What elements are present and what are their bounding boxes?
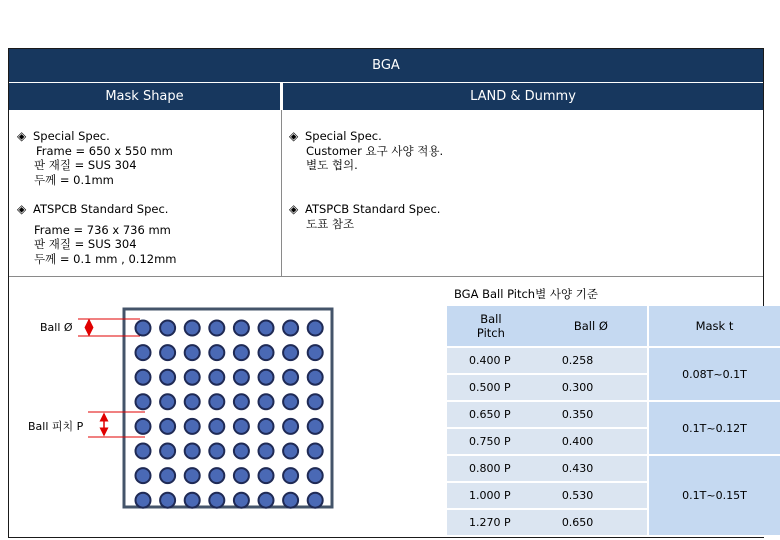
header-pitch-line1: Ball [480,312,502,326]
table-row [447,347,780,374]
right-standard-spec [289,202,440,231]
header-mask-thickness: Mask t [648,306,780,347]
ball-pitch-label: Ball 피치 P [28,420,84,433]
pitch-table-caption: BGA Ball Pitch별 사양 기준 [454,287,598,301]
diameter-cell: 0.650 [536,509,648,536]
pitch-table [447,306,780,537]
spec-title: ATSPCB Standard Spec. [305,202,441,216]
pitch-cell: 0.650 P [447,401,536,428]
pitch-cell: 0.400 P [447,347,536,374]
spec-material: 판 재질 = SUS 304 [34,237,137,251]
table-row [447,401,780,428]
pitch-cell: 1.270 P [447,509,536,536]
spec-line: Customer 요구 사양 적용. [306,143,444,158]
pitch-cell: 0.750 P [447,428,536,455]
diamond-bullet-icon: ◈ [17,129,27,143]
column-divider [281,110,282,276]
left-standard-spec [17,202,177,266]
spec-title: Special Spec. [305,129,382,143]
spec-thickness: 두께 = 0.1mm [34,172,114,187]
column-header-land-dummy: LAND & Dummy [283,83,763,110]
table-header-row [447,306,780,347]
spec-material: 판 재질 = SUS 304 [34,158,137,172]
diameter-cell: 0.258 [536,347,648,374]
mask-cell: 0.1T~0.15T [648,455,780,536]
diamond-bullet-icon: ◈ [289,129,299,143]
header-ball-diameter: Ball Ø [536,306,648,347]
ball-diameter-label: Ball Ø [40,321,73,334]
page-title: BGA [9,49,763,82]
spec-frame: Frame = 736 x 736 mm [34,222,171,237]
spec-thickness: 두께 = 0.1 mm , 0.12mm [34,251,177,266]
diameter-cell: 0.350 [536,401,648,428]
header-ball-pitch [447,306,536,347]
pitch-cell: 1.000 P [447,482,536,509]
diamond-bullet-icon: ◈ [17,202,27,216]
mask-cell: 0.08T~0.1T [648,347,780,401]
mask-cell: 0.1T~0.12T [648,401,780,455]
spec-title: Special Spec. [33,129,110,143]
spec-frame: Frame = 650 x 550 mm [36,143,173,158]
left-special-spec [17,129,173,187]
diameter-cell: 0.430 [536,455,648,482]
section-divider [9,276,763,277]
pitch-cell: 0.500 P [447,374,536,401]
right-special-spec [289,129,443,173]
header-pitch-line2: Pitch [476,326,505,340]
table-row [447,455,780,482]
spec-title: ATSPCB Standard Spec. [33,202,169,216]
diameter-cell: 0.400 [536,428,648,455]
diamond-bullet-icon: ◈ [289,202,299,216]
diameter-cell: 0.530 [536,482,648,509]
column-header-mask-shape: Mask Shape [9,83,280,110]
diameter-cell: 0.300 [536,374,648,401]
spec-line: 도표 참조 [306,216,355,231]
pitch-cell: 0.800 P [447,455,536,482]
spec-line: 별도 협의. [306,158,358,172]
